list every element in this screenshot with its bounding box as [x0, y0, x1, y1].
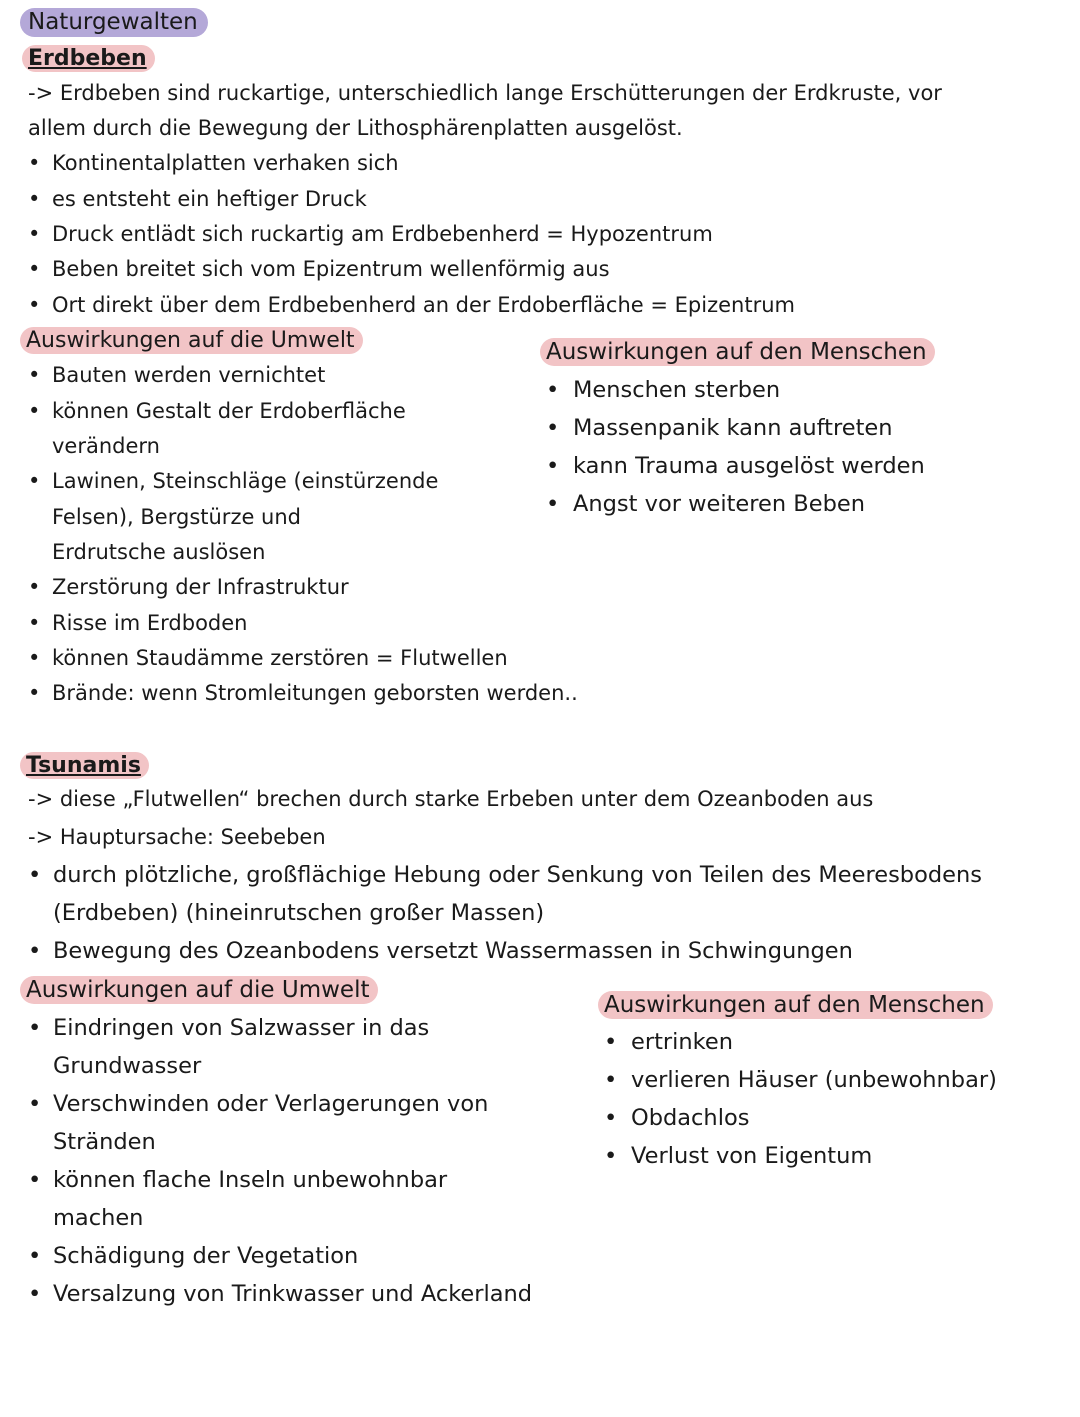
bullet-icon: •	[546, 377, 560, 403]
list-item-continuation: Grundwasser	[53, 1053, 202, 1079]
list-item-continuation: machen	[53, 1205, 144, 1231]
list-item: • Eindringen von Salzwasser in das	[28, 1009, 429, 1047]
list-item: • Verlust von Eigentum	[604, 1137, 872, 1175]
list-item: • Lawinen, Steinschläge (einstürzende	[28, 464, 438, 499]
bullet-icon: •	[604, 1143, 618, 1169]
list-item: • Verschwinden oder Verlagerungen von	[28, 1085, 488, 1123]
list-item: • Druck entlädt sich ruckartig am Erdbebenherd = Hypozentrum	[28, 217, 713, 252]
bullet-icon: •	[28, 681, 41, 705]
bullet-icon: •	[28, 1091, 42, 1117]
bullet-icon: •	[28, 257, 41, 281]
list-item: • Bewegung des Ozeanbodens versetzt Wassermassen in Schwingungen	[28, 932, 853, 970]
bullet-icon: •	[546, 453, 560, 479]
bullet-icon: •	[28, 1015, 42, 1041]
list-item: • Schädigung der Vegetation	[28, 1237, 358, 1275]
list-item: • es entsteht ein heftiger Druck	[28, 182, 367, 217]
list-item: • Ort direkt über dem Erdbebenherd an der Erdoberfläche = Epizentrum	[28, 288, 795, 323]
list-item: • verlieren Häuser (unbewohnbar)	[604, 1061, 997, 1099]
list-item: • Massenpanik kann auftreten	[546, 409, 893, 447]
list-item: • Bauten werden vernichtet	[28, 358, 325, 393]
page-title: Naturgewalten	[20, 8, 208, 37]
list-item-continuation: (Erdbeben) (hineinrutschen großer Massen)	[53, 900, 545, 926]
list-item: • Angst vor weiteren Beben	[546, 485, 865, 523]
bullet-icon: •	[28, 469, 41, 493]
list-item: • Kontinentalplatten verhaken sich	[28, 146, 399, 181]
erdbeben-intro-line-1: -> Erdbeben sind ruckartige, unterschiedlich lange Erschütterungen der Erdkruste, vor	[28, 81, 942, 105]
bullet-icon: •	[546, 491, 560, 517]
section-heading-erdbeben: Erdbeben	[22, 45, 155, 72]
list-item: • Versalzung von Trinkwasser und Ackerland	[28, 1275, 532, 1313]
list-item: • Obdachlos	[604, 1099, 749, 1137]
list-item-continuation: Erdrutsche auslösen	[52, 540, 266, 564]
list-item: • können flache Inseln unbewohnbar	[28, 1161, 447, 1199]
list-item: • können Staudämme zerstören = Flutwellen	[28, 641, 508, 676]
bullet-icon: •	[546, 415, 560, 441]
bullet-icon: •	[604, 1067, 618, 1093]
list-item: • Beben breitet sich vom Epizentrum wellenförmig aus	[28, 252, 610, 287]
bullet-icon: •	[28, 222, 41, 246]
list-item-continuation: Felsen), Bergstürze und	[52, 505, 302, 529]
bullet-icon: •	[28, 151, 41, 175]
bullet-icon: •	[28, 575, 41, 599]
list-item: • Risse im Erdboden	[28, 606, 247, 641]
list-item-continuation: Stränden	[53, 1129, 156, 1155]
bullet-icon: •	[28, 1243, 42, 1269]
bullet-icon: •	[604, 1029, 618, 1055]
list-item: • kann Trauma ausgelöst werden	[546, 447, 925, 485]
list-item: • durch plötzliche, großflächige Hebung oder Senkung von Teilen des Meeresbodens	[28, 856, 982, 894]
tsunamis-intro-line-2: -> Hauptursache: Seebeben	[28, 825, 326, 849]
bullet-icon: •	[28, 646, 41, 670]
subheading-erdbeben-umwelt: Auswirkungen auf die Umwelt	[20, 327, 363, 354]
bullet-icon: •	[28, 1281, 42, 1307]
bullet-icon: •	[28, 363, 41, 387]
section-heading-tsunamis: Tsunamis	[20, 752, 149, 779]
erdbeben-intro-line-2: allem durch die Bewegung der Lithosphärenplatten ausgelöst.	[28, 116, 683, 140]
bullet-icon: •	[604, 1105, 618, 1131]
list-item: • Brände: wenn Stromleitungen geborsten werden..	[28, 676, 578, 711]
bullet-icon: •	[28, 1167, 42, 1193]
bullet-icon: •	[28, 611, 41, 635]
subheading-tsunamis-menschen: Auswirkungen auf den Menschen	[598, 991, 993, 1019]
bullet-icon: •	[28, 862, 42, 888]
list-item: • Zerstörung der Infrastruktur	[28, 570, 349, 605]
subheading-erdbeben-menschen: Auswirkungen auf den Menschen	[540, 338, 935, 366]
list-item-continuation: verändern	[52, 434, 160, 458]
tsunamis-intro-line-1: -> diese „Flutwellen“ brechen durch starke Erbeben unter dem Ozeanboden aus	[28, 787, 874, 811]
bullet-icon: •	[28, 293, 41, 317]
list-item: • ertrinken	[604, 1023, 733, 1061]
list-item: • Menschen sterben	[546, 371, 780, 409]
subheading-tsunamis-umwelt: Auswirkungen auf die Umwelt	[20, 976, 378, 1004]
bullet-icon: •	[28, 187, 41, 211]
bullet-icon: •	[28, 938, 42, 964]
list-item: • können Gestalt der Erdoberfläche	[28, 394, 406, 429]
bullet-icon: •	[28, 399, 41, 423]
